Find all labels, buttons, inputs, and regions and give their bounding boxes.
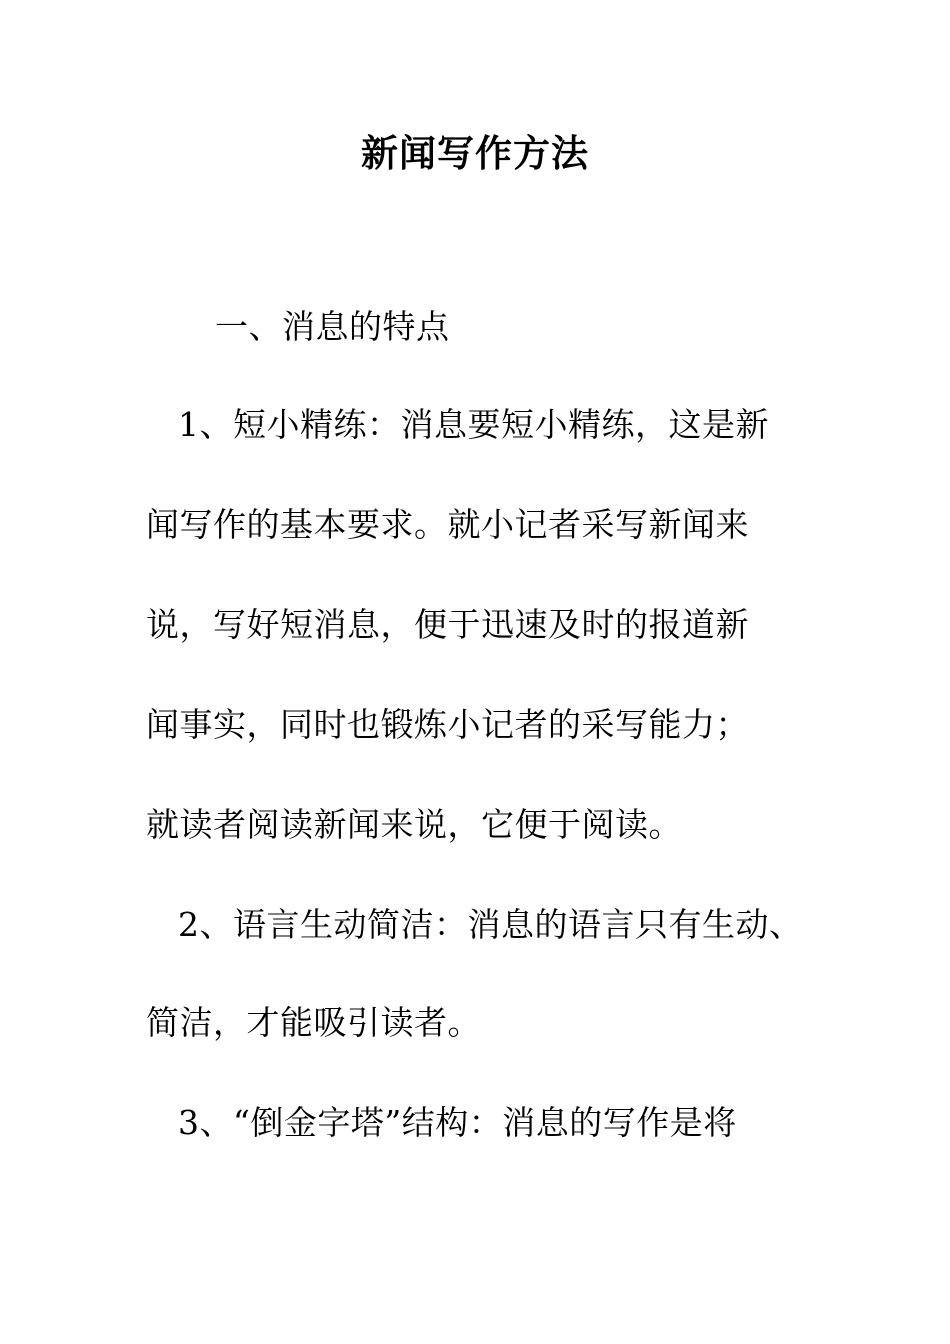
section-heading: 一、消息的特点: [215, 307, 450, 346]
paragraph-line: 闻写作的基本要求。就小记者采写新闻来: [146, 505, 749, 544]
paragraph-line: 说，写好短消息，便于迅速及时的报道新: [146, 605, 749, 644]
paragraph-line: 闻事实，同时也锻炼小记者的采写能力；: [146, 705, 749, 744]
paragraph-line: 1、短小精练：消息要短小精练，这是新: [178, 405, 769, 444]
paragraph-line: 2、语言生动简洁：消息的语言只有生动、: [178, 905, 803, 944]
document-title: 新闻写作方法: [361, 131, 589, 175]
paragraph-line: 就读者阅读新闻来说，它便于阅读。: [146, 805, 682, 844]
paragraph-line: 3、“倒金字塔”结构：消息的写作是将: [178, 1103, 737, 1142]
paragraph-line: 简洁，才能吸引读者。: [146, 1003, 481, 1042]
